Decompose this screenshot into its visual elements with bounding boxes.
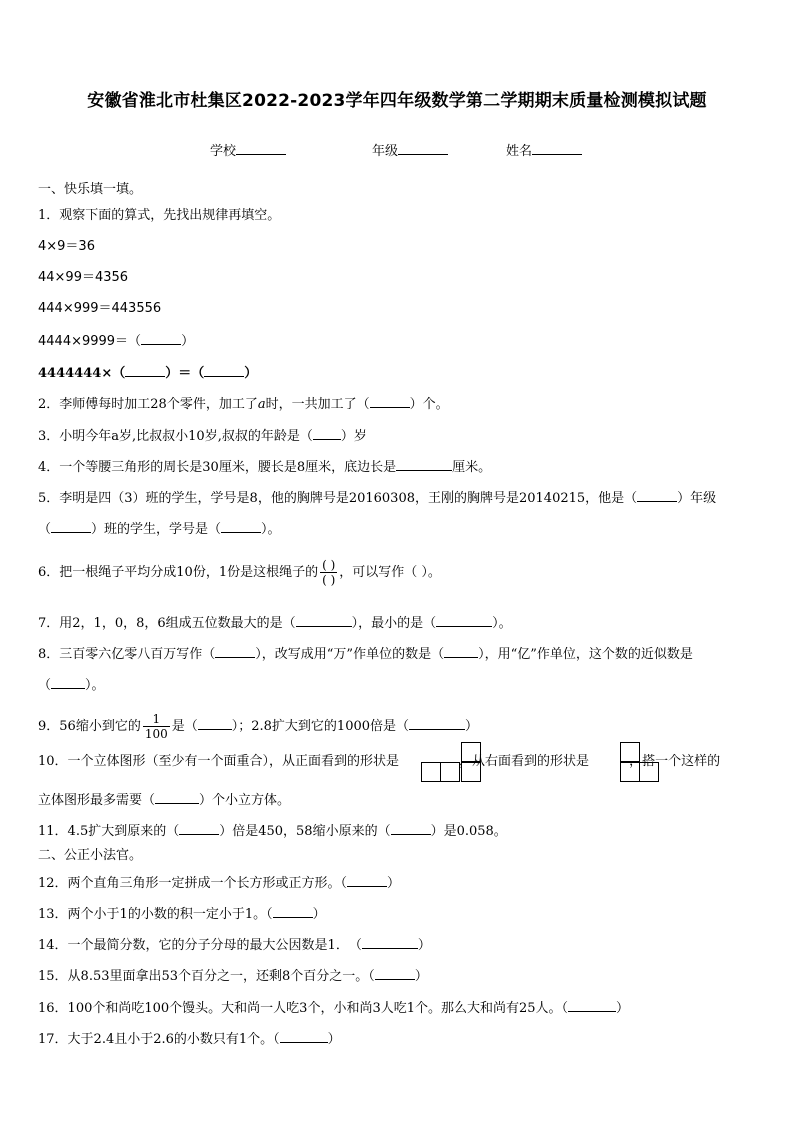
q5-blank-3[interactable] [221, 520, 261, 533]
q17-text-a: 17．大于2.4且小于2.6的小数只有1个。（ [38, 1032, 280, 1047]
q2-variable: a [257, 397, 266, 412]
school-field [210, 140, 286, 159]
q1-equation-2: 44×99＝4356 [38, 270, 129, 285]
q12-text-b: ） [387, 876, 401, 891]
q9-fraction [143, 712, 170, 741]
q10-text-d: 立体图形最多需要（ [38, 793, 156, 808]
question-13 [38, 905, 326, 923]
question-4 [38, 458, 491, 476]
grade-blank[interactable] [398, 140, 448, 155]
q3-text-a: 3．小明今年a岁,比叔叔小10岁,叔叔的年龄是（ [38, 429, 313, 444]
q7-text-b: ），最小的是（ [351, 616, 437, 631]
q10-text-e: ）个小立方体。 [199, 793, 291, 808]
question-12 [38, 874, 400, 892]
q1-equation-3: 444×999＝443556 [38, 301, 162, 316]
school-label: 学校 [210, 144, 237, 159]
q2-text-c: ）个。 [409, 397, 449, 412]
q12-text-a: 12．两个直角三角形一定拼成一个长方形或正方形。（ [38, 876, 348, 891]
q8-text-c: ），用“亿”作单位，这个数的近似数是 [478, 647, 693, 662]
q2-text-a: 2．李师傅每时加工28个零件，加工了 [38, 397, 258, 412]
question-10-line-2 [38, 791, 290, 809]
q15-blank[interactable] [375, 967, 415, 980]
name-field [506, 140, 582, 159]
q1-eq4-close: ） [181, 334, 195, 349]
q7-blank-1[interactable] [296, 614, 352, 627]
cube-face [461, 742, 481, 762]
q6-fraction [320, 558, 337, 587]
q6-text-b: ，可以写作（ ）。 [339, 565, 441, 580]
q1-eq5-blank-1[interactable] [125, 364, 165, 377]
cube-face [620, 762, 640, 782]
q8-blank-2[interactable] [444, 645, 478, 658]
q5-text-e: ）。 [261, 522, 281, 537]
q15-text-a: 15．从8.53里面拿出53个百分之一，还剩8个百分之一。（ [38, 969, 375, 984]
q8-text-d: （ [38, 678, 52, 693]
grade-label: 年级 [372, 144, 399, 159]
q1-eq5-close: ） [244, 366, 258, 381]
q14-blank[interactable] [362, 936, 418, 949]
q14-text-a: 14．一个最简分数，它的分子分母的最大公因数是1． （ [38, 938, 362, 953]
q11-text-a: 11．4.5扩大到原来的（ [38, 824, 180, 839]
grade-field [372, 140, 448, 159]
q10-side-view-figure [620, 742, 660, 782]
q9-text-c: ）；2.8扩大到它的1000倍是（ [231, 719, 410, 734]
question-5-line-1 [38, 489, 716, 507]
q2-text-b: 时，一共加工了（ [265, 397, 370, 412]
q10-blank[interactable] [155, 791, 199, 804]
q16-text-b: ） [616, 1001, 630, 1016]
q7-text-a: 7．用2，1，0，8，6组成五位数最大的是（ [38, 616, 296, 631]
q1-equation-4 [38, 332, 194, 350]
section-1-heading: 一、快乐填一填。 [38, 182, 143, 197]
q16-text-a: 16．100个和尚吃100个馒头。大和尚一人吃3个，小和尚3人吃1个。那么大和尚有25人。（ [38, 1001, 569, 1016]
question-8-line-1 [38, 645, 693, 663]
question-6 [38, 558, 441, 587]
q11-text-b: ）倍是450，58缩小原来的（ [219, 824, 391, 839]
q1-eq4-text: 4444×9999＝（ [38, 334, 142, 349]
q8-text-a: 8．三百零六亿零八百万写作（ [38, 647, 216, 662]
q9-blank-2[interactable] [409, 717, 465, 730]
q1-eq5-text: 4444444×（ [38, 366, 126, 381]
q6-fraction-denominator[interactable]: ( ) [322, 573, 336, 587]
cube-face [421, 762, 441, 782]
question-10-line-1 [38, 754, 720, 770]
q7-blank-2[interactable] [436, 614, 492, 627]
cube-face [639, 762, 659, 782]
q13-blank[interactable] [273, 905, 313, 918]
page-title: 安徽省淮北市杜集区2022-2023学年四年级数学第二学期期末质量检测模拟试题 [87, 91, 707, 111]
q1-equation-5 [38, 364, 257, 382]
q3-text-b: ）岁 [340, 429, 367, 444]
section-2-heading: 二、公正小法官。 [38, 848, 143, 863]
q8-text-b: ），改写成用“万”作单位的数是（ [255, 647, 445, 662]
q17-blank[interactable] [280, 1030, 328, 1043]
q1-eq5-blank-2[interactable] [204, 364, 244, 377]
q11-blank-2[interactable] [391, 822, 431, 835]
q4-blank[interactable] [396, 458, 452, 471]
q10-text-a: 10．一个立体图形（至少有一个面重合），从正面看到的形状是 [38, 754, 400, 769]
q1-eq5-mid: ）＝（ [165, 366, 205, 381]
q11-blank-1[interactable] [179, 822, 219, 835]
q9-fraction-denominator: 100 [144, 727, 168, 741]
q7-text-c: ）。 [492, 616, 512, 631]
q4-text-a: 4．一个等腰三角形的周长是30厘米，腰长是8厘米，底边长是 [38, 460, 397, 475]
question-14 [38, 936, 431, 954]
q10-text-c: ，搭一个这样的 [629, 754, 721, 769]
name-blank[interactable] [532, 140, 582, 155]
q15-text-b: ） [414, 969, 428, 984]
q11-text-c: ）是0.058。 [430, 824, 507, 839]
q14-text-b: ） [417, 938, 431, 953]
q13-text-a: 13．两个小于1的小数的积一定小于1。（ [38, 907, 273, 922]
question-9 [38, 712, 478, 741]
question-3 [38, 427, 367, 445]
q5-blank-2[interactable] [51, 520, 91, 533]
question-1: 1．观察下面的算式，先找出规律再填空。 [38, 208, 281, 223]
question-17 [38, 1030, 341, 1048]
school-blank[interactable] [236, 140, 286, 155]
q8-blank-3[interactable] [51, 676, 85, 689]
q13-text-b: ） [312, 907, 326, 922]
q9-text-b: 是（ [171, 719, 198, 734]
q6-fraction-numerator[interactable]: ( ) [322, 558, 336, 572]
q5-text-c: （ [38, 522, 52, 537]
q10-front-view-figure [421, 742, 481, 782]
cube-face [620, 742, 640, 762]
q5-text-b: ）年级 [677, 491, 717, 506]
q8-text-e: ）。 [85, 678, 105, 693]
q5-blank-1[interactable] [637, 489, 677, 502]
q10-text-b: ，从右面看到的形状是 [459, 754, 590, 769]
q16-blank[interactable] [568, 999, 616, 1012]
q1-eq4-blank[interactable] [141, 332, 181, 345]
cube-face [461, 762, 481, 782]
q5-text-d: ）班的学生，学号是（ [91, 522, 222, 537]
question-16 [38, 999, 629, 1017]
q2-blank[interactable] [370, 395, 410, 408]
q17-text-b: ） [327, 1032, 341, 1047]
q9-blank-1[interactable] [198, 717, 232, 730]
question-8-line-2 [38, 676, 105, 694]
question-2 [38, 395, 449, 413]
q1-equation-1: 4×9＝36 [38, 239, 95, 254]
q4-text-b: 厘米。 [452, 460, 492, 475]
question-5-line-2 [38, 520, 281, 538]
q6-text-a: 6．把一根绳子平均分成10份，1份是这根绳子的 [38, 565, 319, 580]
q9-text-d: ） [465, 719, 479, 734]
q9-text-a: 9．56缩小到它的 [38, 719, 141, 734]
question-15 [38, 967, 428, 985]
question-7 [38, 614, 512, 632]
q8-blank-1[interactable] [215, 645, 255, 658]
name-label: 姓名 [506, 144, 533, 159]
cube-face [440, 762, 460, 782]
q3-blank[interactable] [313, 427, 341, 440]
q9-fraction-numerator: 1 [152, 712, 161, 726]
q5-text-a: 5．李明是四（3）班的学生，学号是8，他的胸牌号是20160308，王刚的胸牌号是20140215，他是（ [38, 491, 638, 506]
question-11 [38, 822, 507, 840]
q12-blank[interactable] [347, 874, 387, 887]
